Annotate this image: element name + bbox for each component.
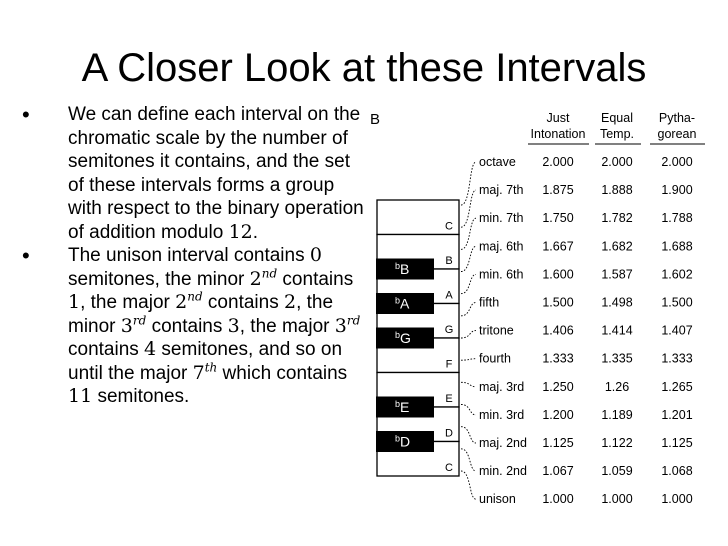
bullet-text: , the major bbox=[239, 315, 335, 337]
ratio-equal: 1.782 bbox=[601, 211, 633, 226]
interval-name: min. 2nd bbox=[479, 464, 527, 479]
interval-name: min. 3rd bbox=[479, 407, 525, 422]
math-ordinal: th bbox=[204, 360, 218, 375]
bullet-text: which contains bbox=[217, 362, 348, 384]
ratio-just: 1.250 bbox=[542, 379, 574, 394]
ratio-just: 1.333 bbox=[542, 351, 574, 366]
ratio-just: 1.667 bbox=[542, 239, 574, 254]
ratio-just: 1.406 bbox=[542, 323, 574, 338]
white-key-label: C bbox=[445, 220, 453, 233]
ratio-equal: 1.498 bbox=[601, 295, 633, 310]
ratio-just: 1.200 bbox=[542, 407, 574, 422]
flat-sign: b bbox=[395, 261, 401, 271]
interval-row bbox=[479, 296, 693, 310]
white-key-label: A bbox=[445, 289, 453, 302]
bullet-text: , the major bbox=[80, 292, 176, 313]
flat-sign: b bbox=[395, 399, 401, 409]
white-key-label: C bbox=[445, 462, 453, 474]
header-pyth-line1: Pytha- bbox=[658, 111, 696, 125]
ratio-just: 1.600 bbox=[542, 267, 574, 282]
ratio-equal: 1.059 bbox=[601, 464, 633, 479]
interval-row bbox=[479, 380, 693, 394]
bullet-text: contains bbox=[68, 339, 145, 360]
ratio-equal: 1.122 bbox=[601, 436, 633, 450]
bullet-text: semitones, and so on until the major bbox=[68, 339, 343, 384]
math-number: 4 bbox=[144, 338, 157, 360]
math-number: 7 bbox=[192, 361, 205, 384]
interval-name: octave bbox=[479, 155, 516, 169]
leader-line bbox=[461, 190, 476, 227]
math-number: 11 bbox=[68, 385, 93, 407]
header-just-line2: Intonation bbox=[530, 127, 586, 141]
bullet-text: contains bbox=[202, 292, 284, 313]
black-key-note: A bbox=[400, 295, 410, 312]
white-key-label: D bbox=[445, 427, 453, 440]
ratio-pythagorean: 1.000 bbox=[661, 492, 693, 507]
math-number: 3 bbox=[334, 314, 347, 337]
interval-ratio-figure bbox=[365, 100, 728, 540]
flat-sign: b bbox=[395, 330, 401, 340]
interval-row bbox=[479, 408, 693, 422]
math-number: 12 bbox=[228, 220, 253, 243]
ratio-just: 1.500 bbox=[542, 295, 574, 310]
white-key-label: F bbox=[445, 358, 453, 371]
interval-row bbox=[479, 267, 693, 281]
bullet-text: . bbox=[252, 221, 259, 243]
math-ordinal: rd bbox=[346, 313, 361, 328]
white-key-label: B bbox=[445, 255, 453, 267]
interval-row bbox=[479, 352, 693, 366]
ratio-pythagorean: 1.602 bbox=[661, 267, 693, 282]
bullet-text: semitones. bbox=[92, 386, 190, 407]
interval-row bbox=[479, 183, 693, 197]
math-number: 2 bbox=[283, 291, 297, 313]
header-pyth-line2: gorean bbox=[657, 127, 697, 141]
bullet-text: contains bbox=[277, 268, 354, 290]
ratio-pythagorean: 1.201 bbox=[661, 407, 693, 422]
math-number: 2 bbox=[175, 291, 188, 313]
interval-row bbox=[479, 324, 693, 338]
math-ordinal: rd bbox=[132, 313, 147, 328]
ratio-equal: 1.888 bbox=[601, 183, 633, 198]
bullet-text: , the minor bbox=[68, 292, 334, 337]
bullet-text: The unison interval contains bbox=[68, 245, 310, 266]
bullet-group-definition bbox=[22, 103, 367, 244]
leader-line bbox=[461, 246, 476, 271]
flat-sign: b bbox=[395, 295, 401, 306]
interval-name: maj. 2nd bbox=[479, 436, 527, 450]
leader-line bbox=[461, 449, 476, 471]
black-key-note: E bbox=[400, 399, 410, 415]
leader-line bbox=[461, 274, 476, 293]
interval-name: fourth bbox=[479, 351, 511, 366]
interval-name: tritone bbox=[479, 323, 514, 338]
ratio-just: 1.000 bbox=[542, 492, 574, 507]
ratio-pythagorean: 1.125 bbox=[661, 436, 693, 450]
leader-line bbox=[461, 331, 476, 338]
ratio-equal: 1.000 bbox=[601, 492, 633, 507]
black-key-note: D bbox=[400, 433, 411, 450]
bullet-list bbox=[22, 103, 367, 409]
interval-name: fifth bbox=[479, 295, 500, 310]
bullet-text: semitones, the minor bbox=[68, 268, 250, 290]
ratio-table bbox=[479, 155, 693, 506]
interval-row bbox=[479, 155, 693, 169]
flat-sign: b bbox=[395, 433, 401, 444]
ratio-pythagorean: 1.333 bbox=[661, 351, 693, 366]
white-key-label: E bbox=[445, 393, 453, 405]
header-equal-line1: Equal bbox=[601, 111, 633, 125]
bullet-text: contains bbox=[146, 315, 228, 337]
leader-line bbox=[461, 359, 476, 360]
ratio-equal: 1.414 bbox=[601, 323, 633, 338]
leader-line bbox=[461, 303, 476, 316]
ratio-just: 1.067 bbox=[542, 464, 574, 479]
interval-row bbox=[479, 239, 693, 253]
ratio-pythagorean: 2.000 bbox=[661, 155, 693, 169]
ratio-just: 1.750 bbox=[542, 211, 574, 226]
header-just-line1: Just bbox=[546, 111, 570, 125]
interval-name: maj. 7th bbox=[479, 183, 524, 198]
header-equal-line2: Temp. bbox=[599, 127, 635, 141]
ratio-pythagorean: 1.788 bbox=[661, 211, 693, 226]
leader-line bbox=[461, 405, 476, 415]
math-number: 3 bbox=[227, 314, 240, 337]
math-ordinal: nd bbox=[261, 266, 278, 281]
figure-label: B bbox=[370, 111, 381, 128]
ratio-pythagorean: 1.407 bbox=[661, 323, 693, 338]
math-number: 3 bbox=[120, 314, 133, 337]
leader-line bbox=[461, 218, 476, 249]
ratio-equal: 1.682 bbox=[601, 239, 633, 254]
ratio-pythagorean: 1.688 bbox=[661, 239, 693, 254]
black-key-note: B bbox=[400, 261, 410, 277]
math-number: 2 bbox=[249, 267, 262, 290]
interval-name: min. 6th bbox=[479, 267, 524, 282]
leader-line bbox=[461, 471, 476, 499]
bullet-semitone-counts bbox=[22, 244, 367, 409]
ratio-equal: 1.189 bbox=[601, 407, 633, 422]
black-key-note: G bbox=[400, 330, 411, 346]
ratio-just: 2.000 bbox=[542, 155, 574, 169]
interval-name: maj. 3rd bbox=[479, 379, 525, 394]
ratio-equal: 1.587 bbox=[601, 267, 633, 282]
ratio-pythagorean: 1.900 bbox=[661, 183, 693, 198]
bullet-text: We can define each interval on the chromatic scale by the number of semitones it contains, and the set of these intervals forms a group with respect to the binary operation of addition modulo bbox=[68, 104, 364, 243]
interval-name: unison bbox=[479, 492, 516, 507]
math-number: 0 bbox=[309, 244, 322, 266]
interval-name: maj. 6th bbox=[479, 239, 524, 254]
leader-line bbox=[461, 382, 476, 386]
ratio-pythagorean: 1.500 bbox=[661, 295, 693, 310]
interval-row bbox=[479, 464, 693, 478]
ratio-pythagorean: 1.068 bbox=[661, 464, 693, 479]
white-key-label: G bbox=[444, 324, 454, 336]
math-number: 1 bbox=[68, 291, 81, 313]
leader-line bbox=[461, 427, 476, 443]
ratio-pythagorean: 1.265 bbox=[661, 379, 693, 394]
interval-row bbox=[479, 436, 693, 450]
slide-title: A Closer Look at these Intervals bbox=[81, 46, 647, 90]
ratio-just: 1.125 bbox=[542, 436, 574, 450]
ratio-equal: 1.335 bbox=[601, 351, 633, 366]
leader-lines bbox=[461, 162, 476, 499]
ratio-just: 1.875 bbox=[542, 183, 574, 198]
interval-row bbox=[479, 211, 693, 225]
ratio-equal: 2.000 bbox=[601, 155, 633, 169]
math-ordinal: nd bbox=[187, 289, 203, 304]
ratio-equal: 1.26 bbox=[604, 379, 630, 394]
keyboard-diagram bbox=[376, 200, 459, 476]
interval-name: min. 7th bbox=[479, 211, 524, 226]
leader-line bbox=[461, 162, 476, 205]
interval-row bbox=[479, 492, 693, 506]
